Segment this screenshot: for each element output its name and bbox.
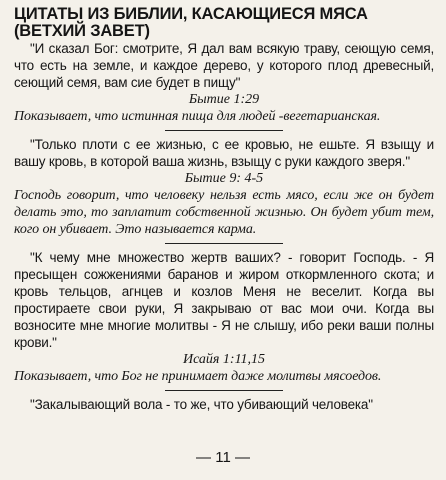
title-line-1: ЦИТАТЫ ИЗ БИБЛИИ, КАСАЮЩИЕСЯ МЯСА	[14, 5, 368, 23]
bible-quote: "Только плоти с ее жизнью, с ее кровью, не ешьте. Я взыщу и вашу кровь, в которой ваша жизнь, взыщу с руки каждого зверя."	[14, 137, 434, 169]
bible-reference: Бытие 1:29	[188, 92, 260, 107]
title-line-2: (ВЕТХИЙ ЗАВЕТ)	[14, 22, 150, 40]
section-divider	[165, 130, 283, 131]
section-divider	[165, 243, 283, 244]
page-number: — 11 —	[196, 449, 250, 466]
bible-reference: Исайя 1:11,15	[182, 352, 266, 367]
bible-quote: "И сказал Бог: смотрите, Я дал вам всякую траву, сеющую семя, что есть на земле, и каждое дерево, у которого плод древесный, сеющий семя, вам сие будет в пищу"	[14, 41, 434, 90]
quote-block-4	[14, 396, 434, 413]
bible-reference: Бытие 9: 4-5	[184, 171, 264, 186]
quote-block-3	[14, 249, 434, 385]
quote-block-1	[14, 40, 434, 125]
bible-quote: "К чему мне множество жертв ваших? - говорит Господь. - Я пресыщен сожжениями баранов и жиром откормленного скота; и кровь тельцов, агнцев и козлов Меня не веселит. Когда вы простираете свои руки, Я закрываю от вас мои очи. Когда вы возносите мне многие молитвы - Я не слышу, ибо реки ваши полны крови."	[14, 250, 434, 350]
commentary: Господь говорит, что человеку нельзя есть мясо, если же он будет делать это, то заплатит собственной жизнью. Он будет убит тем, кого он убивает. Это называется карма.	[14, 188, 434, 237]
commentary: Показывает, что Бог не принимает даже молитвы мясоедов.	[14, 369, 382, 384]
bible-quote: "Закалывающий вола - то же, что убивающий человека"	[30, 397, 373, 412]
commentary: Показывает, что истинная пища для людей -вегетарианская.	[14, 109, 381, 124]
page-title	[14, 6, 434, 40]
section-divider	[165, 390, 283, 391]
quote-block-2	[14, 136, 434, 238]
